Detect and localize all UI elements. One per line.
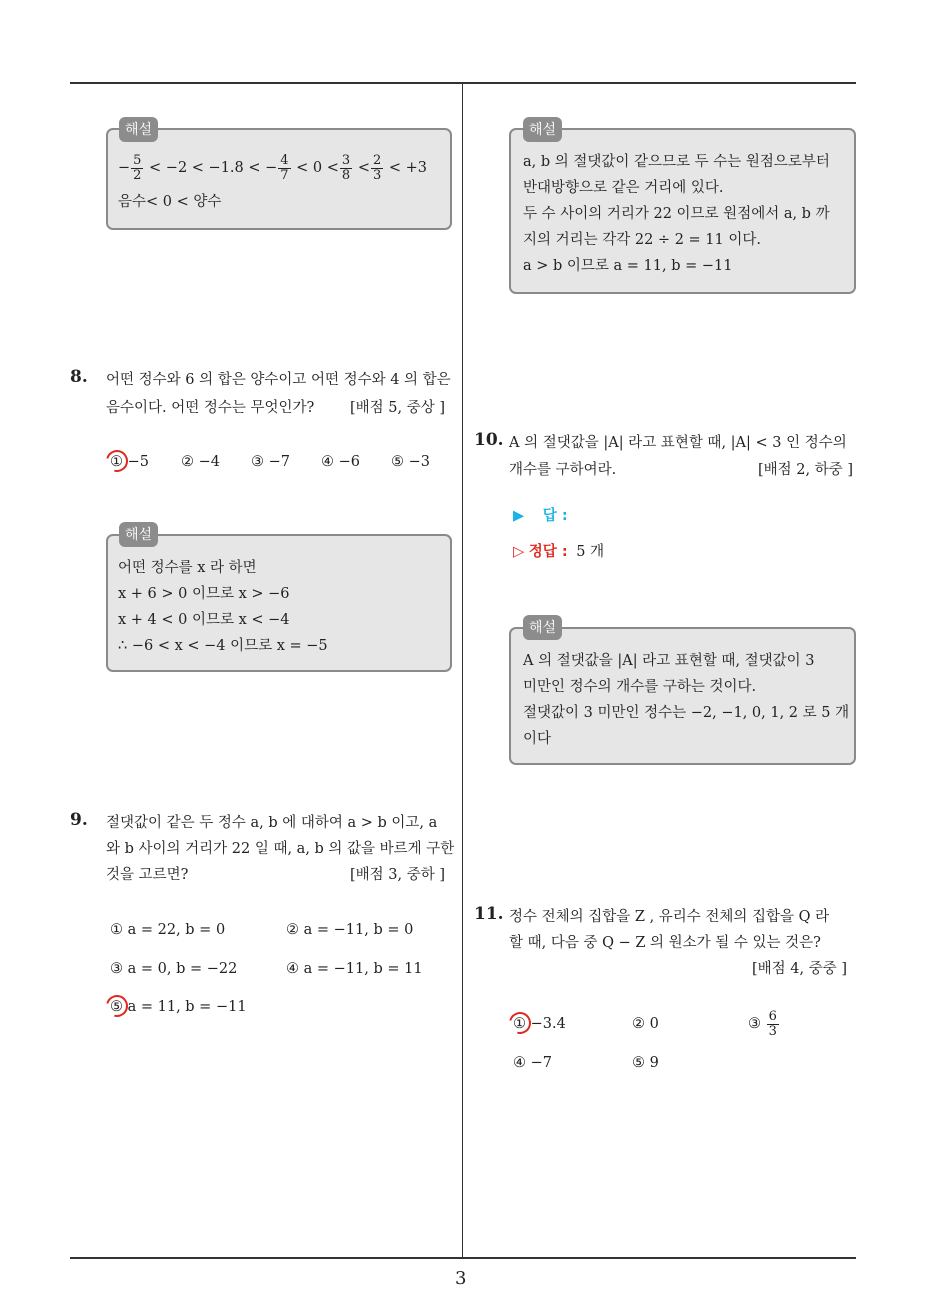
- q9-option-2[interactable]: ② a = −11, b = 0: [286, 922, 414, 938]
- correct-answer-row: [513, 540, 604, 561]
- question-9-line3: 것을 고르면?: [106, 867, 189, 883]
- answer-circle-mark: [102, 446, 132, 476]
- q8-option-4[interactable]: ④ −6: [321, 454, 360, 470]
- question-10-line1: A 의 절댓값을 |A| 라고 표현할 때, |A| < 3 인 정수의: [509, 435, 847, 451]
- question-8-number: 8.: [70, 367, 88, 387]
- question-10-line2: 개수를 구하여라.: [509, 462, 617, 478]
- q8-option-2[interactable]: ② −4: [181, 454, 220, 470]
- explanation-tag: 해설: [523, 615, 562, 640]
- column-divider: [462, 82, 463, 1259]
- q9-option-3[interactable]: ③ a = 0, b = −22: [110, 961, 238, 977]
- q9-option-5[interactable]: ⑤ a = 11, b = −11: [110, 999, 247, 1015]
- explanation-q9-line5: a > b 이므로 a = 11, b = −11: [523, 258, 733, 274]
- q9-option-4[interactable]: ④ a = −11, b = 11: [286, 961, 423, 977]
- explanation-q8-line4: ∴ −6 < x < −4 이므로 x = −5: [118, 638, 328, 654]
- question-9-line2: 와 b 사이의 거리가 22 일 때, a, b 의 값을 바르게 구한: [106, 841, 455, 857]
- top-rule: [70, 82, 856, 84]
- explanation-q9-line1: a, b 의 절댓값이 같으므로 두 수는 원점으로부터: [523, 154, 830, 170]
- explanation-q10-line2: 미만인 정수의 개수를 구하는 것이다.: [523, 679, 757, 695]
- answer-circle-mark: [505, 1008, 535, 1038]
- bottom-rule: [70, 1257, 856, 1259]
- explanation-q8-line1: 어떤 정수를 x 라 하면: [118, 560, 257, 576]
- question-11-line1: 정수 전체의 집합을 Z , 유리수 전체의 집합을 Q 라: [509, 909, 830, 925]
- question-11-line2: 할 때, 다음 중 Q − Z 의 원소가 될 수 있는 것은?: [509, 935, 821, 951]
- question-9-line1: 절댓값이 같은 두 정수 a, b 에 대하여 a > b 이고, a: [106, 815, 438, 831]
- q8-option-1[interactable]: ① −5: [110, 454, 149, 470]
- page-number: 3: [455, 1268, 467, 1289]
- correct-answer-label: 정답 :: [528, 544, 568, 560]
- explanation-q9-line2: 반대방향으로 같은 거리에 있다.: [523, 180, 724, 196]
- q8-option-3[interactable]: ③ −7: [251, 454, 290, 470]
- explanation-q7-line1: − $\frac{5}{2}$ < −2 < −1.8 < − $\frac{4}{7}$ < 0 < $\frac{3}{8}$ < $\frac{2}{3}$ < +3: [118, 152, 427, 183]
- explanation-box-q7: [106, 128, 452, 230]
- explanation-q9-line3: 두 수 사이의 거리가 22 이므로 원점에서 a, b 까: [523, 206, 830, 222]
- explanation-tag: 해설: [523, 117, 562, 142]
- q11-option-3-marker: ③: [748, 1016, 761, 1032]
- q11-option-2[interactable]: ② 0: [632, 1016, 659, 1032]
- answer-label: 답 :: [542, 508, 568, 524]
- answer-circle-mark: [102, 991, 132, 1021]
- question-10-number: 10.: [474, 430, 504, 450]
- explanation-q9-line4: 지의 거리는 각각 22 ÷ 2 = 11 이다.: [523, 232, 761, 248]
- explanation-q7-line2: 음수< 0 < 양수: [118, 194, 222, 210]
- explanation-q10-line4: 이다: [523, 731, 552, 747]
- explanation-box-q9: [509, 128, 856, 294]
- play-triangle-icon: ▶: [513, 508, 525, 524]
- q11-option-3[interactable]: [748, 1006, 780, 1042]
- question-11-points: [배점 4, 중중 ]: [752, 961, 848, 977]
- answer-row: [513, 504, 568, 525]
- question-8-points: [배점 5, 중상 ]: [350, 400, 446, 416]
- question-10-points: [배점 2, 하중 ]: [758, 462, 854, 478]
- explanation-q10-line1: A 의 절댓값을 |A| 라고 표현할 때, 절댓값이 3: [523, 653, 815, 669]
- q11-option-3-fraction: $\frac{6}{3}$: [768, 1008, 777, 1039]
- question-8-line1: 어떤 정수와 6 의 합은 양수이고 어떤 정수와 4 의 합은: [106, 372, 451, 388]
- explanation-tag: 해설: [119, 522, 158, 547]
- explanation-q8-line2: x + 6 > 0 이므로 x > −6: [118, 586, 290, 602]
- q9-option-1[interactable]: ① a = 22, b = 0: [110, 922, 226, 938]
- explanation-box-q10: [509, 627, 856, 765]
- question-9-number: 9.: [70, 810, 88, 830]
- question-8-line2: 음수이다. 어떤 정수는 무엇인가?: [106, 400, 315, 416]
- outline-triangle-icon: ▷: [513, 544, 525, 560]
- question-9-points: [배점 3, 중하 ]: [350, 867, 446, 883]
- q8-option-5[interactable]: ⑤ −3: [391, 454, 430, 470]
- q11-option-1[interactable]: ① −3.4: [513, 1016, 566, 1032]
- explanation-box-q8: [106, 534, 452, 672]
- q11-option-4[interactable]: ④ −7: [513, 1055, 552, 1071]
- explanation-q8-line3: x + 4 < 0 이므로 x < −4: [118, 612, 290, 628]
- question-11-number: 11.: [474, 904, 504, 924]
- correct-answer-value: 5 개: [576, 544, 605, 560]
- q11-option-5[interactable]: ⑤ 9: [632, 1055, 659, 1071]
- explanation-tag: 해설: [119, 117, 158, 142]
- explanation-q10-line3: 절댓값이 3 미만인 정수는 −2, −1, 0, 1, 2 로 5 개: [523, 705, 850, 721]
